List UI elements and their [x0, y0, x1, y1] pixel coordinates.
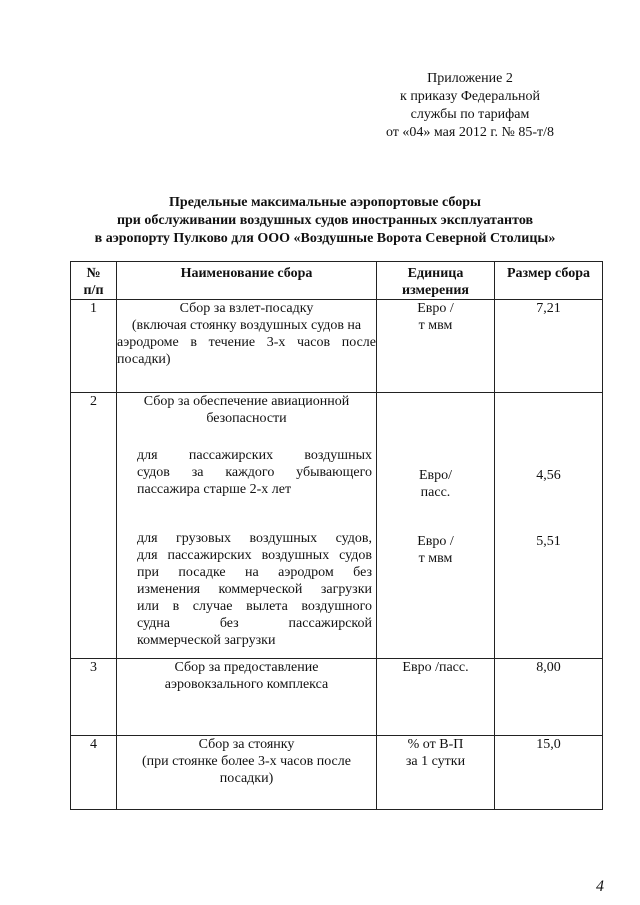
fees-table [70, 261, 603, 810]
header-unit: Единица измерения [377, 262, 495, 300]
appendix-line: службы по тарифам [410, 107, 530, 122]
table-header-row [71, 262, 603, 300]
title-line: в аэропорту Пулково для ООО «Воздушные Ворота Северной Столицы» [94, 231, 556, 246]
document-title [40, 194, 610, 248]
appendix-line: к приказу Федеральной [400, 89, 540, 104]
fee-detail: (включая стоянку воздушных судов на [131, 318, 362, 333]
unit-cell: Евро / т мвм [377, 300, 495, 393]
amount-cell: 8,00 [495, 659, 603, 736]
fee-name-cell [117, 659, 377, 736]
fee-detail: аэродроме в течение 3-х часов после [117, 335, 376, 350]
header-amount: Размер сбора [495, 262, 603, 300]
title-line: при обслуживании воздушных судов иностранных эксплуатантов [116, 213, 534, 228]
table-row [71, 393, 603, 659]
fee-name: аэровокзального комплекса [164, 677, 329, 692]
fee-subitem-passenger: для пассажирских воздушных судов за каждого убывающего пассажира старше 2-х лет [137, 448, 372, 497]
unit-cell: % от В-П за 1 сутки [377, 736, 495, 810]
amount-cell: 7,21 [495, 300, 603, 393]
fee-name: Сбор за обеспечение авиационной [143, 394, 350, 409]
row-number: 2 [71, 393, 117, 659]
table-row [71, 659, 603, 736]
unit-cell: Евро /пасс. [377, 659, 495, 736]
appendix-line: от «04» мая 2012 г. № 85-т/8 [385, 125, 555, 140]
page-number: 4 [596, 878, 604, 895]
fee-name: Сбор за взлет-посадку [179, 301, 314, 316]
fee-name-cell [117, 393, 377, 659]
row-number: 1 [71, 300, 117, 393]
amount-cell: 15,0 [495, 736, 603, 810]
header-name: Наименование сбора [117, 262, 377, 300]
fee-name-cell [117, 736, 377, 810]
fee-name: Сбор за предоставление [174, 660, 319, 675]
fee-detail: посадки) [117, 352, 171, 367]
fee-name: Сбор за стоянку [198, 737, 295, 752]
fee-detail: посадки) [219, 771, 274, 786]
table-row [71, 300, 603, 393]
row-number: 4 [71, 736, 117, 810]
appendix-header [340, 70, 600, 142]
table-row [71, 736, 603, 810]
title-line: Предельные максимальные аэропортовые сборы [169, 195, 481, 210]
unit-cell: Евро/ пасс. Евро / т мвм [377, 393, 495, 659]
fee-name: безопасности [206, 411, 287, 426]
amount-cell: 4,56 5,51 [495, 393, 603, 659]
row-number: 3 [71, 659, 117, 736]
fee-name-cell [117, 300, 377, 393]
appendix-line: Приложение 2 [427, 71, 513, 86]
fee-subitem-cargo: для грузовых воздушных судов, для пассажирских воздушных судов при посадке на аэродром без изменения коммерческой загрузки или в случае вылета воздушного судна без пассажирской коммерческой загрузки [137, 531, 372, 648]
header-num: № п/п [71, 262, 117, 300]
fee-detail: (при стоянке более 3-х часов после [142, 754, 351, 769]
